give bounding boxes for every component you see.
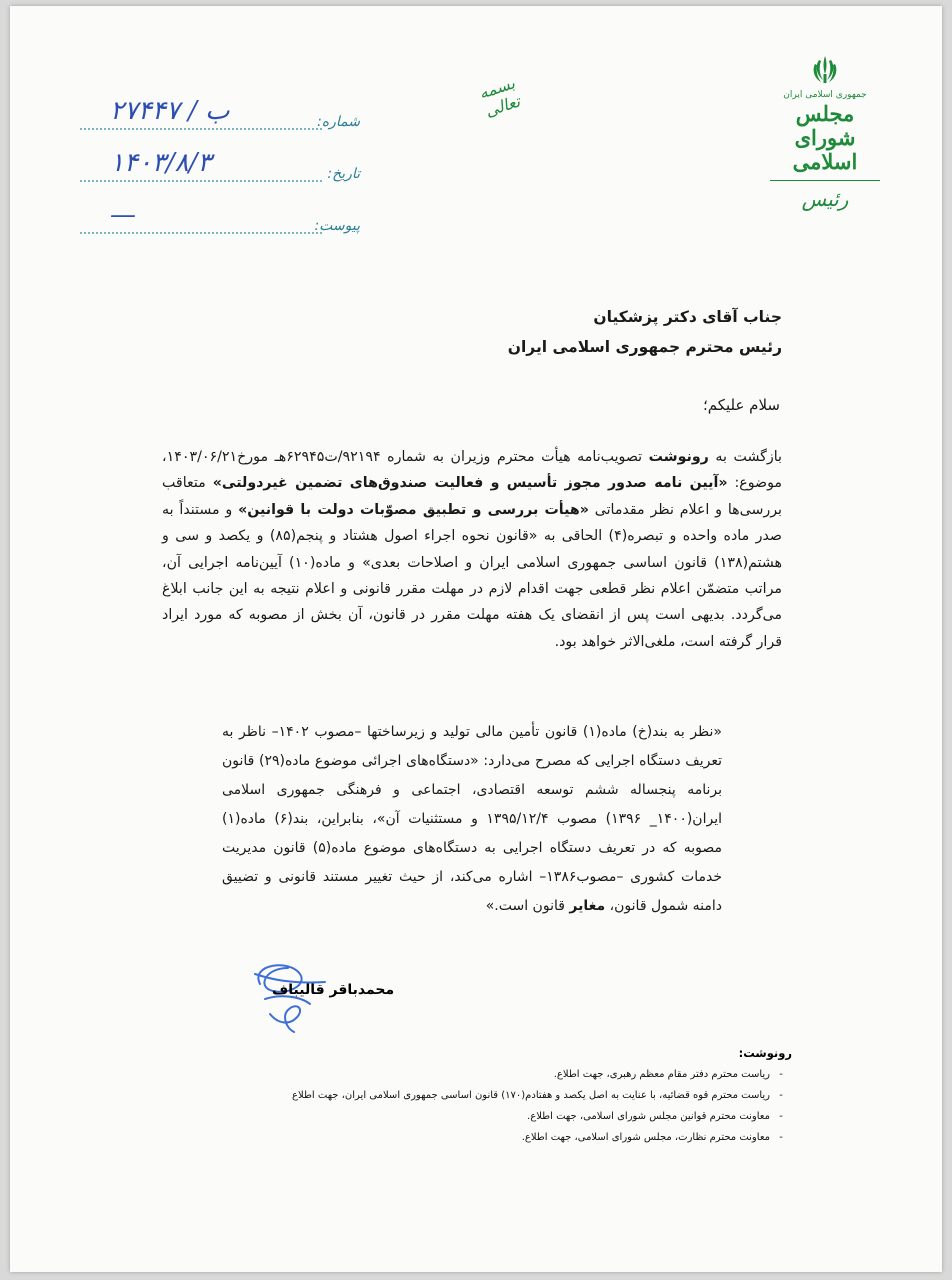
attachment-field xyxy=(70,198,360,250)
date-value: ۱۴۰۳/۸/۳ xyxy=(110,148,212,178)
letterhead-emblem xyxy=(770,54,880,224)
addressee-title: رئیس محترم جمهوری اسلامی ایران xyxy=(507,338,782,356)
office-title: رئیس xyxy=(801,187,849,211)
cc-list xyxy=(232,1046,792,1148)
addressee xyxy=(508,302,782,362)
attachment-value: — xyxy=(110,200,138,230)
greeting: سلام علیکم؛ xyxy=(702,396,780,414)
emblem-caption: جمهوری اسلامی ایران xyxy=(783,90,867,100)
iran-emblem-icon xyxy=(810,54,840,86)
letter-sheet xyxy=(10,6,942,1272)
date-label: تاریخ: xyxy=(327,166,360,182)
list-item: -ریاست محترم قوه قضائیه، با عنایت به اصل یکصد و هفتادم(۱۷۰) قانون اساسی جمهوری اسلامی ایران، جهت اطلاع xyxy=(292,1090,783,1101)
date-field xyxy=(70,146,360,198)
number-field xyxy=(70,94,360,146)
addressee-name: جناب آقای دکتر پزشکیان xyxy=(593,308,782,326)
signer-name: محمدباقر قالیباف xyxy=(272,982,395,998)
cc-label: رونوشت: xyxy=(738,1046,792,1060)
organization-name: مجلس شورای اسلامی xyxy=(792,101,858,174)
body-paragraph: بازگشت به رونوشت تصویب‌نامه هیأت محترم وزیران به شماره ۹۲۱۹۴/ت۶۲۹۴۵هـ مورخ۱۴۰۳/۰۶/۲۱، موضوع: «آیین نامه صدور مجوز تأسیس و فعالیت صندوق‌های تضمین غیردولتی» متعاقب بررسی‌ها و اعلام نظر مقدماتی «هیأت بررسی و تطبیق مصوّبات دولت با قوانین» و مستنداً به صدر ماده واحده و تبصره(۴) الحاقی به «قانون نحوه اجراء اصول هشتاد و پنجم(۸۵) و یکصد و سی و هشتم(۱۳۸) قانون اساسی جمهوری اسلامی ایران و اصلاحات بعدی» و ماده(۱۰) آیین‌نامه اجرایی آن، مراتب متضمّن اعلام نظر قطعی جهت اقدام لازم در مهلت مقرر قانونی و اعلام نتیجه به این جانب ابلاغ می‌گردد. بدیهی است پس از انقضای یک هفته مهلت مقرر در قانون، آن بخش از مصوبه که مورد ایراد قرار گرفته است، ملغی‌الاثر خواهد بود. xyxy=(162,449,782,650)
number-value: ۲۷۴۴۷ / ب xyxy=(110,96,230,126)
number-label: شماره: xyxy=(317,114,360,130)
list-item: -ریاست محترم دفتر مقام معظم رهبری، جهت اطلاع. xyxy=(553,1069,783,1080)
attachment-label: پیوست: xyxy=(314,218,360,234)
basmala-calligraphy: بسمه تعالی xyxy=(476,73,523,121)
list-item: -معاونت محترم نظارت، مجلس شورای اسلامی، جهت اطلاع. xyxy=(521,1132,783,1143)
quoted-opinion: «نظر به بند(خ) ماده(۱) قانون تأمین مالی تولید و زیرساختها –مصوب ۱۴۰۲– ناظر به تعریف دستگاه اجرایی که مصرح می‌دارد: «دستگاه‌های اجرائی موضوع ماده(۲۹) قانون برنامه پنجساله ششم توسعه اقتصادی، اجتماعی و فرهنگی جمهوری اسلامی ایران(۱۴۰۰_ ۱۳۹۶) مصوب ۱۳۹۵/۱۲/۴ و مستثنیات آن»، بنابراین، بند(۶) ماده(۱) مصوبه که در تعریف دستگاه اجرایی به دستگاه‌های موضوع ماده(۵) قانون مدیریت خدمات کشوری –مصوب۱۳۸۶– اشاره می‌کند، از حیث تغییر مستند قانونی و تضییق دامنه شمول قانون، مغایر قانون است.» xyxy=(222,724,723,914)
list-item: -معاونت محترم قوانین مجلس شورای اسلامی، جهت اطلاع. xyxy=(527,1111,783,1122)
letterhead-divider xyxy=(770,180,880,181)
handwritten-signature xyxy=(230,954,410,1044)
reference-fields xyxy=(70,94,360,250)
